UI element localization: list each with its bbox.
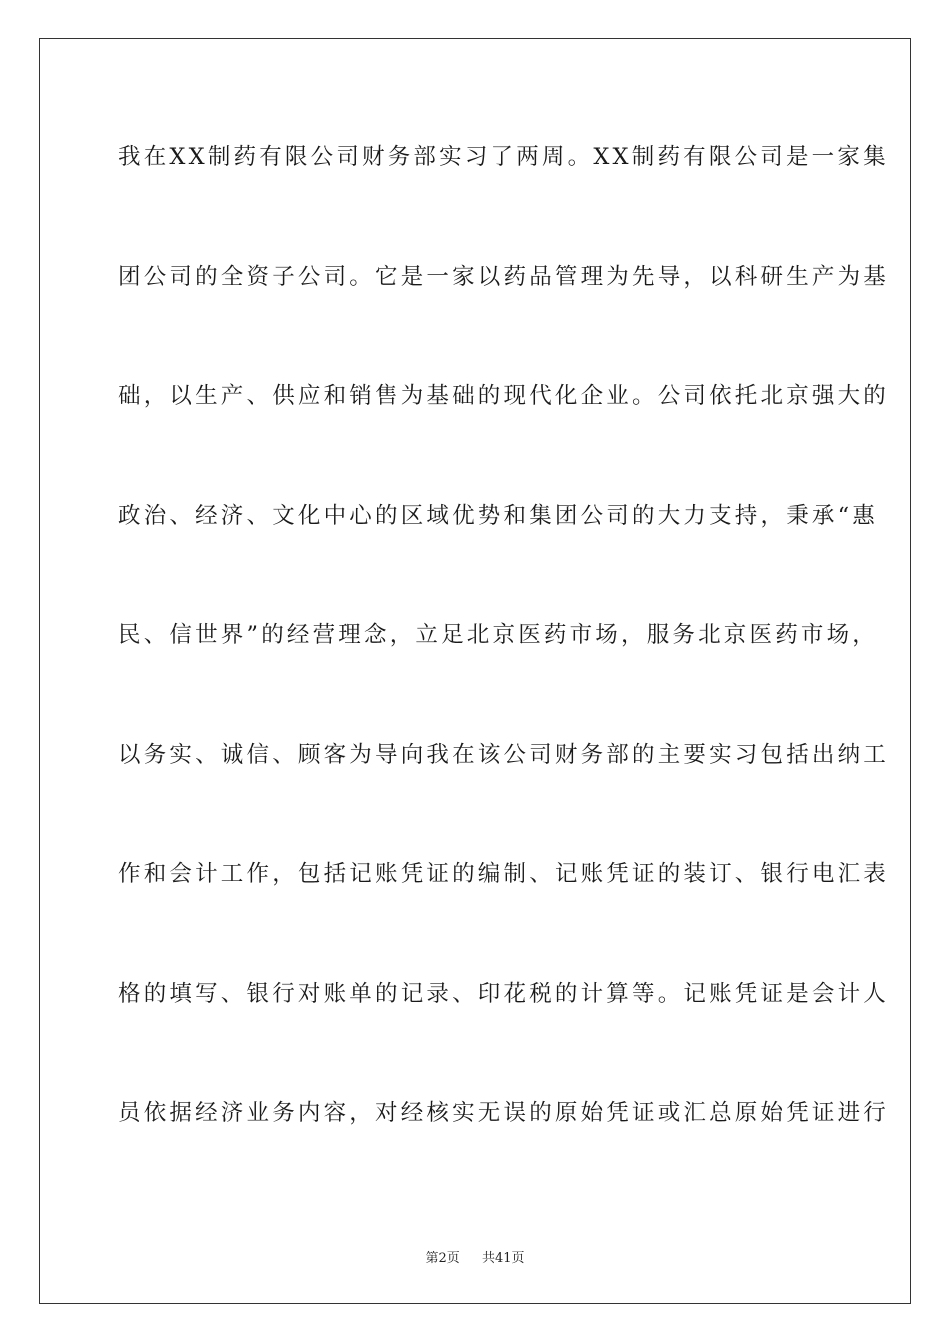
text-line: 以务实、诚信、顾客为导向我在该公司财务部的主要实习包括出纳工 [118, 741, 890, 768]
text-line: 员依据经济业务内容，对经核实无误的原始凭证或汇总原始凭证进行 [118, 1100, 890, 1126]
page-total: 共41页 [482, 1251, 525, 1266]
text-line: 格的填写、银行对账单的记录、印花税的计算等。记账凭证是会计人 [118, 980, 890, 1007]
body-paragraph [118, 122, 890, 1198]
text-line: 政治、经济、文化中心的区域优势和集团公司的大力支持，秉承“惠 [118, 502, 879, 529]
text-line: 我在XX制药有限公司财务部实习了两周。XX制药有限公司是一家集 [118, 144, 889, 170]
text-line: 民、信世界”的经营理念，立足北京医药市场，服务北京医药市场， [118, 622, 879, 648]
page-footer [0, 1247, 950, 1266]
page-number: 第2页 [425, 1251, 460, 1266]
text-line: 作和会计工作，包括记账凭证的编制、记账凭证的装订、银行电汇表 [118, 861, 890, 887]
text-line: 础，以生产、供应和销售为基础的现代化企业。公司依托北京强大的 [118, 383, 890, 409]
text-line: 团公司的全资子公司。它是一家以药品管理为先导，以科研生产为基 [118, 263, 890, 290]
